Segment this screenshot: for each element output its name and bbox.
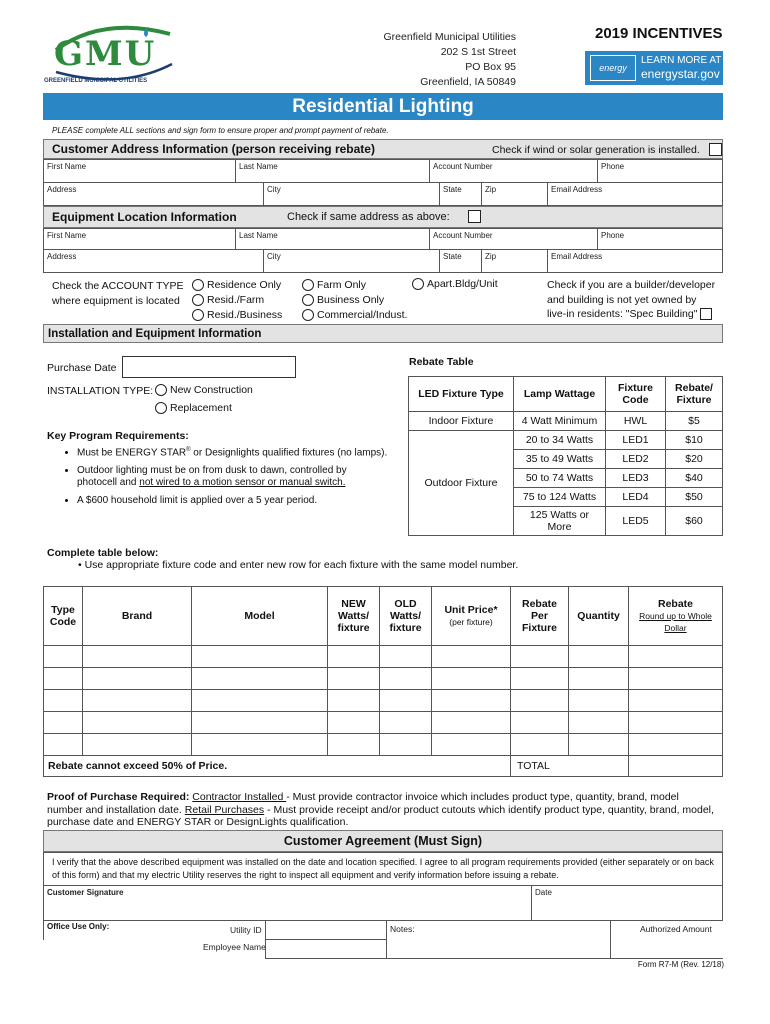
entry-table xyxy=(43,586,723,777)
et-header-model: Model xyxy=(192,587,328,646)
loc-last-name-field[interactable]: Last Name xyxy=(235,228,430,250)
radio-resid-farm[interactable]: Resid./Farm xyxy=(192,293,282,308)
installation-title: Installation and Equipment Information xyxy=(48,328,262,340)
state-field[interactable]: State xyxy=(439,182,482,206)
rt-cell: 125 Watts or More xyxy=(514,507,606,536)
radio-replacement[interactable]: Replacement xyxy=(155,402,232,414)
authorized-amount-field[interactable]: Authorized Amount xyxy=(610,920,723,959)
rt-cell: 50 to 74 Watts xyxy=(514,469,606,488)
installation-header xyxy=(43,324,723,343)
logo-letters: GMU xyxy=(54,34,157,74)
et-header-old: OLD Watts/ fixture xyxy=(380,587,432,646)
customer-signature-field[interactable]: Customer Signature xyxy=(43,885,532,921)
loc-zip-field[interactable]: Zip xyxy=(481,249,548,273)
account-type-label xyxy=(52,279,184,309)
same-address-label: Check if same address as above: xyxy=(287,211,450,223)
wind-solar-checkbox[interactable] xyxy=(709,143,722,156)
rt-cell: $60 xyxy=(666,507,723,536)
radio-commercial[interactable]: Commercial/Indust. xyxy=(302,308,407,323)
loc-account-field[interactable]: Account Number xyxy=(429,228,598,250)
radio-resid-business[interactable]: Resid./Business xyxy=(192,308,282,323)
address-line: PO Box 95 xyxy=(465,61,516,73)
total-label: TOTAL xyxy=(511,756,629,777)
req-energy-star: • Must be ENERGY STAR® or Designlights qualified fixtures (no lamps). xyxy=(77,447,407,459)
purchase-date-label: Purchase Date xyxy=(47,362,117,374)
equipment-header xyxy=(43,206,723,228)
complete-title: Complete table below: xyxy=(47,547,159,559)
agreement-header xyxy=(43,830,723,852)
account-number-field[interactable]: Account Number xyxy=(429,159,598,183)
req-limit: • A $600 household limit is applied over a 5 year period. xyxy=(77,495,407,507)
table-row[interactable] xyxy=(44,690,723,712)
et-header-new: NEW Watts/ fixture xyxy=(328,587,380,646)
et-header-qty: Quantity xyxy=(569,587,629,646)
energy-line1: LEARN MORE AT xyxy=(641,55,722,66)
date-field[interactable]: Date xyxy=(531,885,723,921)
builder-text xyxy=(547,278,715,322)
employee-name-label: Employee Name xyxy=(203,942,266,952)
account-type-line: where equipment is located xyxy=(52,295,180,307)
spec-building-checkbox[interactable] xyxy=(700,308,712,320)
utility-id-label: Utility ID xyxy=(230,925,262,935)
rebate-table xyxy=(408,376,723,536)
table-row[interactable] xyxy=(44,646,723,668)
et-header-rebate-per: Rebate Per Fixture xyxy=(511,587,569,646)
utility-id-input[interactable] xyxy=(265,920,387,940)
account-type-col2 xyxy=(302,278,407,323)
loc-email-field[interactable]: Email Address xyxy=(547,249,723,273)
form-title: Residential Lighting xyxy=(43,93,723,120)
energy-line2: energystar.gov xyxy=(641,67,720,81)
employee-name-input[interactable] xyxy=(265,939,387,959)
rt-cell: $10 xyxy=(666,431,723,450)
phone-field[interactable]: Phone xyxy=(597,159,723,183)
first-name-field[interactable]: First Name xyxy=(43,159,236,183)
last-name-field[interactable]: Last Name xyxy=(235,159,430,183)
loc-city-field[interactable]: City xyxy=(263,249,440,273)
notes-field[interactable]: Notes: xyxy=(386,920,611,959)
office-divider-left xyxy=(43,920,44,940)
rt-indoor: Indoor Fixture xyxy=(409,412,514,431)
radio-farm-only[interactable]: Farm Only xyxy=(302,278,407,293)
rt-cell: $20 xyxy=(666,450,723,469)
rt-cell: HWL xyxy=(606,412,666,431)
key-requirements-title: Key Program Requirements: xyxy=(47,430,189,442)
radio-new-construction[interactable]: New Construction xyxy=(155,384,253,396)
et-header-type: Type Code xyxy=(44,587,83,646)
account-type-col1 xyxy=(192,278,282,323)
equipment-title: Equipment Location Information xyxy=(52,210,237,224)
table-row[interactable] xyxy=(44,668,723,690)
rt-cell: $5 xyxy=(666,412,723,431)
loc-state-field[interactable]: State xyxy=(439,249,482,273)
rt-outdoor: Outdoor Fixture xyxy=(409,431,514,536)
table-row[interactable] xyxy=(44,734,723,756)
address-line: Greenfield, IA 50849 xyxy=(420,76,516,88)
address-field[interactable]: Address xyxy=(43,182,264,206)
total-input[interactable] xyxy=(629,756,723,777)
rt-header: LED Fixture Type xyxy=(409,377,514,412)
builder-line: and building is not yet owned by xyxy=(547,293,697,306)
et-header-brand: Brand xyxy=(83,587,192,646)
logo-tagline: GREENFIELD MUNICIPAL UTILITIES xyxy=(44,78,148,84)
rebate-limit-note: Rebate cannot exceed 50% of Price. xyxy=(44,756,511,777)
customer-header xyxy=(43,139,723,159)
office-use-label: Office Use Only: xyxy=(47,922,110,931)
address-line: 202 S 1st Street xyxy=(440,46,516,58)
rt-cell: 35 to 49 Watts xyxy=(514,450,606,469)
proof-of-purchase: Proof of Purchase Required: Contractor Installed - Must provide contractor invoice which includes product type, quantity, brand, model number and installation date. Retail Purchases - Must provide receipt and/or product cutouts which identify product type, quantity, brand, model, purchase date and ENERGY STAR or DesignLights qualification. xyxy=(47,791,714,828)
rt-cell: $50 xyxy=(666,488,723,507)
zip-field[interactable]: Zip xyxy=(481,182,548,206)
energy-star-badge[interactable] xyxy=(585,51,723,85)
wind-solar-label: Check if wind or solar generation is installed. xyxy=(492,144,700,156)
rt-header: Rebate/ Fixture xyxy=(666,377,723,412)
loc-first-name-field[interactable]: First Name xyxy=(43,228,236,250)
et-header-unit: Unit Price* (per fixture) xyxy=(432,587,511,646)
form-number: Form R7-M (Rev. 12/18) xyxy=(637,960,724,969)
rt-cell: LED3 xyxy=(606,469,666,488)
address-line: Greenfield Municipal Utilities xyxy=(383,31,516,43)
radio-residence-only[interactable]: Residence Only xyxy=(192,278,282,293)
energy-star-icon xyxy=(590,55,636,81)
instruction-text: PLEASE complete ALL sections and sign form to ensure proper and prompt payment of rebate. xyxy=(52,126,389,135)
rt-cell: LED2 xyxy=(606,450,666,469)
rt-cell: LED5 xyxy=(606,507,666,536)
complete-bullet: • Use appropriate fixture code and enter new row for each fixture with the same model number. xyxy=(78,559,519,571)
same-address-checkbox[interactable] xyxy=(468,210,481,223)
table-row[interactable] xyxy=(44,712,723,734)
loc-phone-field[interactable]: Phone xyxy=(597,228,723,250)
customer-title: Customer Address Information (person receiving rebate) xyxy=(52,142,375,156)
radio-business-only[interactable]: Business Only xyxy=(302,293,407,308)
purchase-date-input[interactable] xyxy=(122,356,296,378)
email-field[interactable]: Email Address xyxy=(547,182,723,206)
rt-header: Fixture Code xyxy=(606,377,666,412)
builder-line: Check if you are a builder/developer xyxy=(547,279,716,291)
incentives-title: 2019 INCENTIVES xyxy=(595,25,723,42)
installation-type-label: INSTALLATION TYPE: xyxy=(47,385,154,397)
agreement-text: I verify that the above described equipment was installed on the date and location specified. I agree to all program requirements provided (either separately or on back of this form) and that my electric Utility reserves the right to inspect all equipment and verify information before issuing a rebate. xyxy=(43,852,723,886)
rt-cell: 4 Watt Minimum xyxy=(514,412,606,431)
loc-address-field[interactable]: Address xyxy=(43,249,264,273)
rebate-table-title: Rebate Table xyxy=(409,356,474,368)
rt-cell: LED1 xyxy=(606,431,666,450)
city-field[interactable]: City xyxy=(263,182,440,206)
agreement-title: Customer Agreement (Must Sign) xyxy=(283,834,483,848)
rt-cell: LED4 xyxy=(606,488,666,507)
rt-header: Lamp Wattage xyxy=(514,377,606,412)
requirements-list xyxy=(77,447,407,513)
builder-line: live-in residents: "Spec Building" xyxy=(547,308,698,320)
energy-brand: energy xyxy=(599,63,627,73)
account-type-line: Check the ACCOUNT TYPE xyxy=(52,280,184,292)
req-outdoor: • Outdoor lighting must be on from dusk to dawn, controlled by photocell and not wired to a motion sensor or manual switch. xyxy=(77,465,407,489)
rt-cell: 75 to 124 Watts xyxy=(514,488,606,507)
rt-cell: 20 to 34 Watts xyxy=(514,431,606,450)
radio-apartment[interactable]: Apart.Bldg/Unit xyxy=(412,278,498,290)
gmu-logo xyxy=(42,20,184,92)
et-header-rebate: Rebate Round up to Whole Dollar xyxy=(629,587,723,646)
utility-address xyxy=(384,30,516,90)
rt-cell: $40 xyxy=(666,469,723,488)
